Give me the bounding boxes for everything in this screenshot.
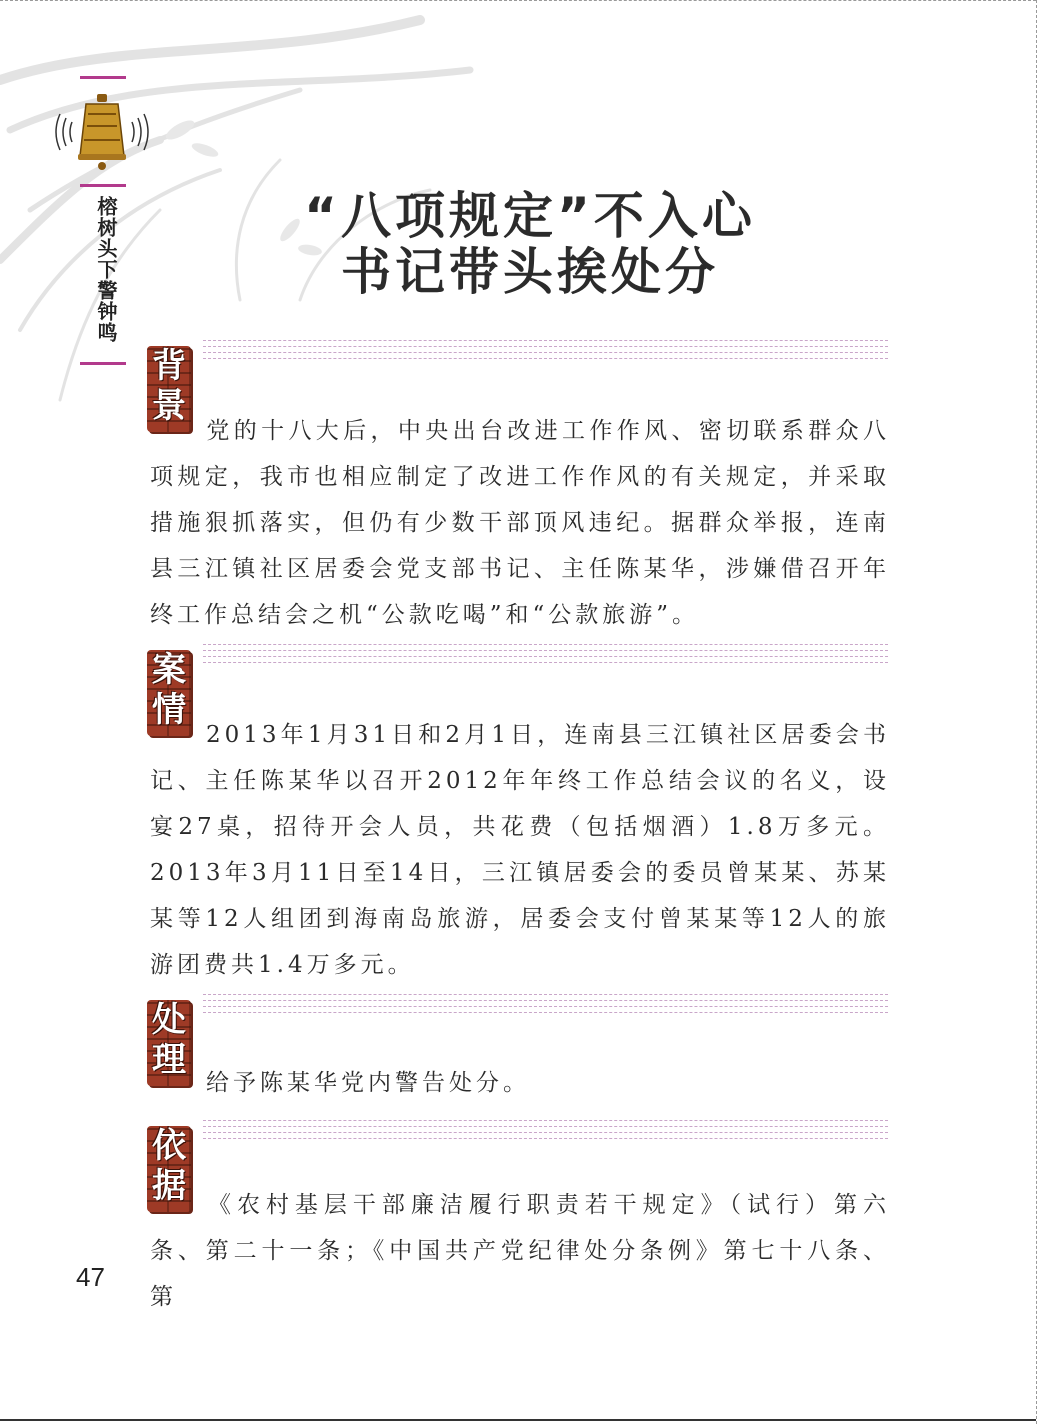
section-tag-case: 案 情 <box>147 650 191 736</box>
section-tag-handling: 处 理 <box>147 1000 191 1086</box>
page-number: 47 <box>76 1262 105 1292</box>
section-rule-lines <box>203 340 888 364</box>
section-text-case: 2013年1月31日和2月1日，连南县三江镇社区居委会书记、主任陈某华以召开2012年年终工作总结会议的名义，设宴27桌，招待开会人员，共花费（包括烟酒）1.8万多元。2013年3月11日至14日，三江镇居委会的委员曾某某、苏某某等12人组团到海南岛旅游，居委会支付曾某某等12人的旅游团费共1.4万多元。 <box>150 722 890 978</box>
book-title-vertical: 榕树头下警钟鸣 <box>94 196 118 343</box>
section-tag-basis: 依 据 <box>147 1126 191 1212</box>
section-rule-lines <box>203 994 888 1018</box>
side-accent-line-top <box>80 76 126 79</box>
page-border-bottom <box>0 1418 1036 1421</box>
bell-icon <box>52 92 152 172</box>
side-accent-line-middle <box>80 184 126 187</box>
page-title-line-1: “八项规定”不入心 <box>304 187 756 245</box>
section-rule-lines <box>203 1120 888 1144</box>
section-text-basis: 《农村基层干部廉洁履行职责若干规定》（试行）第六条、第二十一条；《中国共产党纪律处分条例》第七十八条、第 <box>150 1192 890 1310</box>
page-title-line-2: 书记带头挨处分 <box>341 243 719 301</box>
section-rule-lines <box>203 644 888 668</box>
section-tag-background: 背 景 <box>147 346 191 432</box>
side-accent-line-bottom <box>80 362 126 365</box>
page-border-right <box>1035 0 1037 1424</box>
section-text-background: 党的十八大后，中央出台改进工作作风、密切联系群众八项规定，我市也相应制定了改进工作作风的有关规定，并采取措施狠抓落实，但仍有少数干部顶风违纪。据群众举报，连南县三江镇社区居委会党支部书记、主任陈某华，涉嫌借召开年终工作总结会之机“公款吃喝”和“公款旅游”。 <box>150 418 890 628</box>
section-text-handling: 给予陈某华党内警告处分。 <box>206 1070 530 1096</box>
